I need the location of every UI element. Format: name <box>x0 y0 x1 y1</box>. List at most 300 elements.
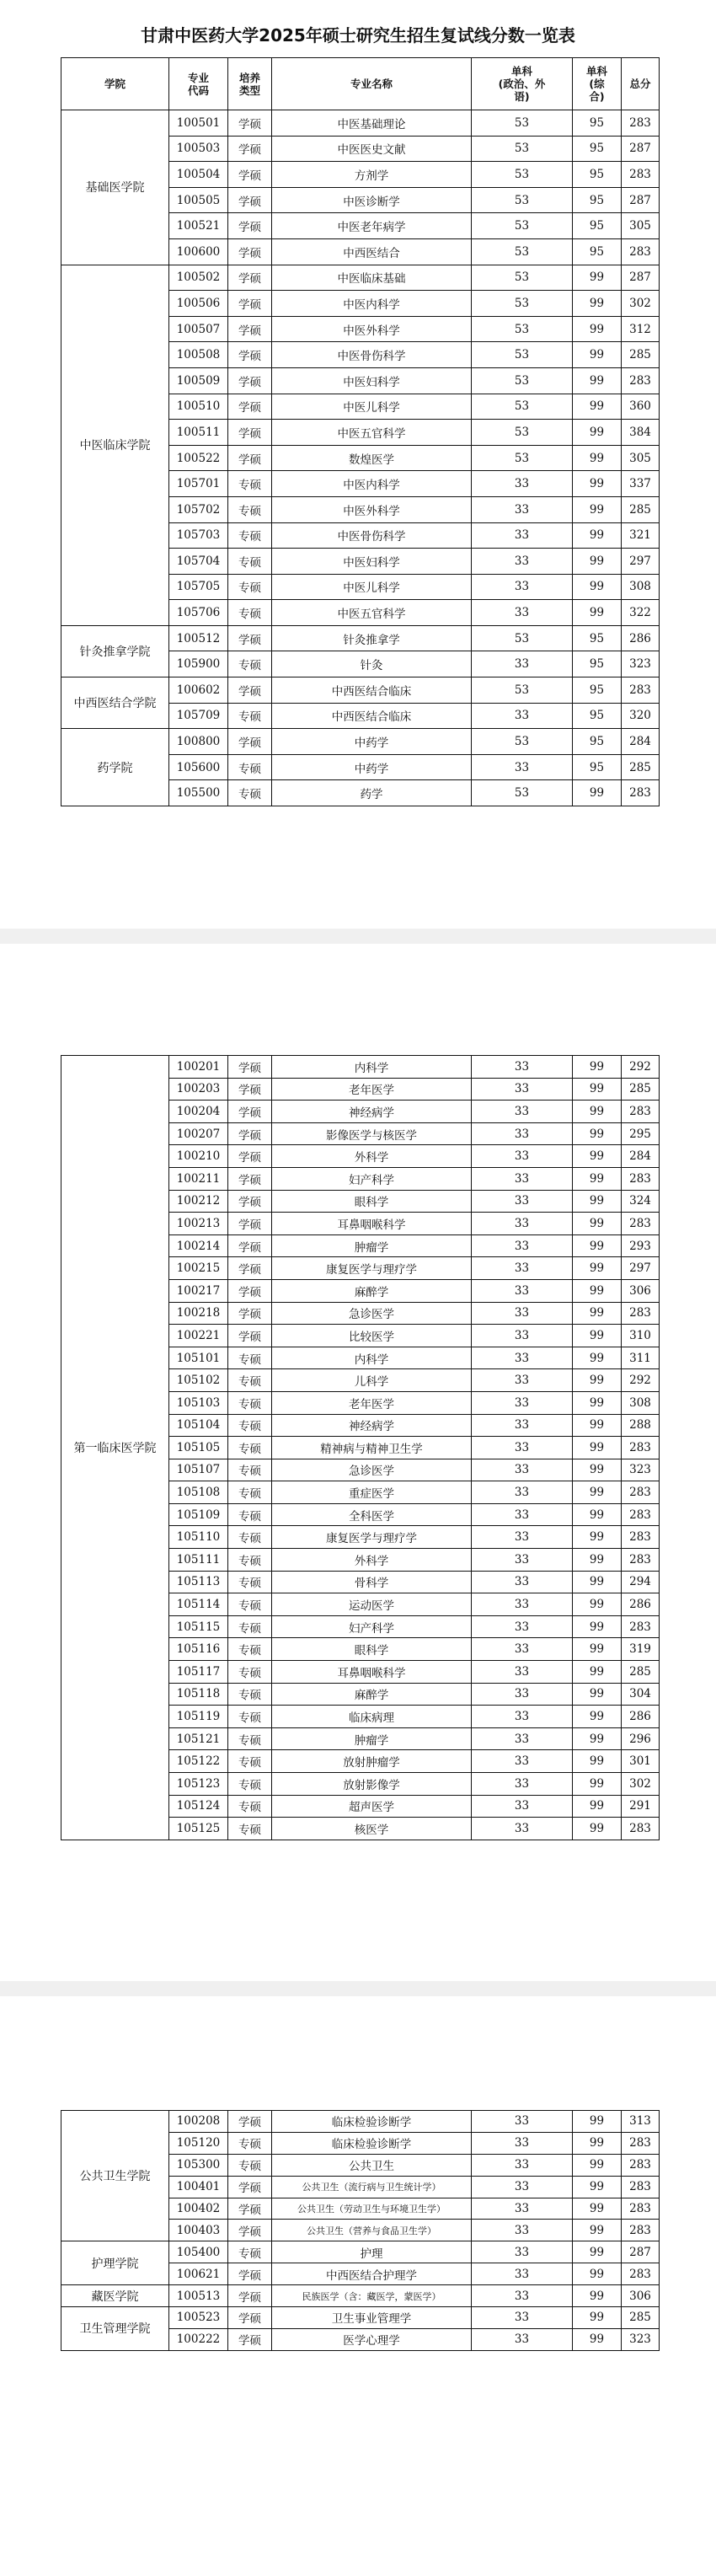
cell-major: 内科学 <box>272 1347 472 1369</box>
cell-major: 眼科学 <box>272 1638 472 1661</box>
cell-type: 专硕 <box>228 1503 272 1526</box>
cell-score-politics-language: 53 <box>472 677 573 704</box>
cell-major: 中药学 <box>272 729 472 755</box>
cell-major: 妇产科学 <box>272 1615 472 1638</box>
cell-major: 妇产科学 <box>272 1167 472 1190</box>
cell-code: 105102 <box>169 1369 228 1392</box>
cell-total: 285 <box>622 496 660 522</box>
cell-score-politics-language: 33 <box>472 1459 573 1481</box>
cell-type: 学硕 <box>228 1325 272 1347</box>
cell-total: 291 <box>622 1795 660 1818</box>
cell-score-politics-language: 53 <box>472 136 573 162</box>
cell-major: 全科医学 <box>272 1503 472 1526</box>
cell-code: 100204 <box>169 1101 228 1123</box>
cell-total: 297 <box>622 1257 660 1280</box>
cell-total: 313 <box>622 2111 660 2133</box>
cell-score-comprehensive: 99 <box>573 420 622 446</box>
cell-score-comprehensive: 99 <box>573 1347 622 1369</box>
cell-type: 专硕 <box>228 1773 272 1796</box>
cell-major: 麻醉学 <box>272 1683 472 1706</box>
cell-total: 321 <box>622 522 660 549</box>
cell-score-politics-language: 33 <box>472 1213 573 1235</box>
cell-score-politics-language: 33 <box>472 1750 573 1773</box>
cell-score-politics-language: 33 <box>472 522 573 549</box>
cell-type: 专硕 <box>228 1459 272 1481</box>
cell-total: 308 <box>622 1391 660 1414</box>
cell-score-politics-language: 33 <box>472 2111 573 2133</box>
cell-score-politics-language: 33 <box>472 1145 573 1168</box>
cell-score-comprehensive: 95 <box>573 754 622 780</box>
cell-code: 105105 <box>169 1437 228 1459</box>
cell-total: 285 <box>622 2307 660 2329</box>
cell-major: 中医内科学 <box>272 471 472 497</box>
cell-score-politics-language: 33 <box>472 2198 573 2220</box>
cell-total: 283 <box>622 110 660 137</box>
cell-type: 学硕 <box>228 291 272 317</box>
cell-type: 学硕 <box>228 1279 272 1302</box>
cell-code: 100511 <box>169 420 228 446</box>
cell-major: 临床检验诊断学 <box>272 2111 472 2133</box>
cell-total: 283 <box>622 1481 660 1504</box>
cell-code: 100502 <box>169 265 228 291</box>
cell-major: 中药学 <box>272 754 472 780</box>
cell-total: 323 <box>622 1459 660 1481</box>
cell-major: 中医骨伤科学 <box>272 522 472 549</box>
header-score-comprehensive: 单科 (综 合) <box>573 58 622 110</box>
cell-score-politics-language: 33 <box>472 574 573 600</box>
cell-score-comprehensive: 99 <box>573 2285 622 2307</box>
cell-score-politics-language: 33 <box>472 1661 573 1684</box>
cell-score-comprehensive: 99 <box>573 1481 622 1504</box>
cell-type: 学硕 <box>228 625 272 651</box>
cell-total: 283 <box>622 1213 660 1235</box>
cell-total: 284 <box>622 729 660 755</box>
cell-score-politics-language: 33 <box>472 1325 573 1347</box>
cell-score-comprehensive: 99 <box>573 574 622 600</box>
cell-type: 专硕 <box>228 1795 272 1818</box>
cell-total: 283 <box>622 1101 660 1123</box>
cell-major: 中医妇科学 <box>272 367 472 394</box>
cell-score-comprehensive: 99 <box>573 1167 622 1190</box>
cell-code: 100210 <box>169 1145 228 1168</box>
cell-type: 学硕 <box>228 110 272 137</box>
cell-score-comprehensive: 99 <box>573 367 622 394</box>
cell-total: 285 <box>622 342 660 368</box>
cell-total: 283 <box>622 1549 660 1572</box>
cell-total: 360 <box>622 394 660 420</box>
cell-code: 105125 <box>169 1818 228 1840</box>
cell-score-politics-language: 53 <box>472 367 573 394</box>
cell-type: 专硕 <box>228 1571 272 1593</box>
cell-major: 眼科学 <box>272 1190 472 1213</box>
cell-code: 105116 <box>169 1638 228 1661</box>
cell-code: 100523 <box>169 2307 228 2329</box>
cell-type: 学硕 <box>228 394 272 420</box>
cell-score-politics-language: 33 <box>472 2263 573 2285</box>
cell-score-politics-language: 33 <box>472 2241 573 2263</box>
cell-code: 105103 <box>169 1391 228 1414</box>
cell-code: 100211 <box>169 1167 228 1190</box>
header-total: 总分 <box>622 58 660 110</box>
cell-code: 105709 <box>169 703 228 729</box>
cell-score-comprehensive: 99 <box>573 2111 622 2133</box>
cell-type: 学硕 <box>228 445 272 471</box>
cell-major: 老年医学 <box>272 1391 472 1414</box>
cell-type: 专硕 <box>228 780 272 806</box>
cell-score-politics-language: 33 <box>472 754 573 780</box>
cell-major: 中西医结合临床 <box>272 677 472 704</box>
cell-score-politics-language: 53 <box>472 162 573 188</box>
cell-code: 100201 <box>169 1056 228 1079</box>
cell-type: 专硕 <box>228 1683 272 1706</box>
cell-total: 296 <box>622 1727 660 1750</box>
cell-score-politics-language: 33 <box>472 1302 573 1325</box>
cell-total: 283 <box>622 1526 660 1549</box>
cell-major: 中医医史文献 <box>272 136 472 162</box>
cell-code: 100212 <box>169 1190 228 1213</box>
cell-score-politics-language: 33 <box>472 1706 573 1728</box>
cell-type: 学硕 <box>228 2176 272 2198</box>
cell-score-politics-language: 33 <box>472 1571 573 1593</box>
cell-code: 105600 <box>169 754 228 780</box>
cell-score-comprehensive: 95 <box>573 238 622 265</box>
cell-score-politics-language: 33 <box>472 1257 573 1280</box>
cell-score-comprehensive: 99 <box>573 1234 622 1257</box>
cell-score-politics-language: 33 <box>472 1078 573 1101</box>
cell-type: 学硕 <box>228 1145 272 1168</box>
cell-score-comprehensive: 95 <box>573 677 622 704</box>
cell-total: 286 <box>622 1593 660 1616</box>
header-institute: 学院 <box>61 58 169 110</box>
cell-code: 105400 <box>169 2241 228 2263</box>
cell-major: 超声医学 <box>272 1795 472 1818</box>
cell-total: 285 <box>622 754 660 780</box>
cell-type: 学硕 <box>228 420 272 446</box>
cell-score-politics-language: 33 <box>472 1593 573 1616</box>
cell-type: 学硕 <box>228 1257 272 1280</box>
cell-type: 专硕 <box>228 1369 272 1392</box>
cell-score-comprehensive: 99 <box>573 1190 622 1213</box>
cell-score-politics-language: 53 <box>472 110 573 137</box>
cell-score-comprehensive: 99 <box>573 1145 622 1168</box>
cell-score-politics-language: 33 <box>472 2154 573 2176</box>
cell-score-comprehensive: 99 <box>573 1459 622 1481</box>
cell-major: 神经病学 <box>272 1101 472 1123</box>
cell-total: 311 <box>622 1347 660 1369</box>
cell-score-politics-language: 33 <box>472 2220 573 2241</box>
cell-score-comprehensive: 99 <box>573 2132 622 2154</box>
cell-total: 287 <box>622 187 660 213</box>
cell-score-comprehensive: 99 <box>573 1056 622 1079</box>
cell-score-comprehensive: 99 <box>573 2263 622 2285</box>
cell-type: 专硕 <box>228 1593 272 1616</box>
cell-score-comprehensive: 99 <box>573 600 622 626</box>
cell-major: 中医内科学 <box>272 291 472 317</box>
scores-table-part-2 <box>61 1055 660 1840</box>
cell-score-politics-language: 33 <box>472 1122 573 1145</box>
section-separator <box>0 929 716 944</box>
cell-total: 283 <box>622 162 660 188</box>
cell-total: 322 <box>622 600 660 626</box>
cell-major: 中西医结合临床 <box>272 703 472 729</box>
cell-score-politics-language: 33 <box>472 496 573 522</box>
cell-score-politics-language: 33 <box>472 1056 573 1079</box>
cell-score-politics-language: 33 <box>472 549 573 575</box>
cell-type: 专硕 <box>228 1481 272 1504</box>
cell-score-comprehensive: 99 <box>573 1122 622 1145</box>
cell-score-comprehensive: 99 <box>573 2154 622 2176</box>
cell-type: 专硕 <box>228 1549 272 1572</box>
cell-major: 儿科学 <box>272 1369 472 1392</box>
cell-total: 286 <box>622 625 660 651</box>
cell-type: 学硕 <box>228 316 272 342</box>
scores-table-part-3 <box>61 2110 660 2351</box>
cell-institute: 基础医学院 <box>61 110 169 265</box>
cell-code: 105900 <box>169 651 228 677</box>
cell-major: 中医老年病学 <box>272 213 472 239</box>
cell-institute: 护理学院 <box>61 2241 169 2285</box>
cell-score-politics-language: 33 <box>472 1347 573 1369</box>
cell-score-politics-language: 53 <box>472 265 573 291</box>
cell-code: 100800 <box>169 729 228 755</box>
cell-code: 100507 <box>169 316 228 342</box>
cell-major: 精神病与精神卫生学 <box>272 1437 472 1459</box>
cell-type: 专硕 <box>228 1661 272 1684</box>
cell-score-politics-language: 53 <box>472 445 573 471</box>
cell-major: 中医妇科学 <box>272 549 472 575</box>
cell-code: 105101 <box>169 1347 228 1369</box>
cell-score-politics-language: 53 <box>472 394 573 420</box>
cell-total: 302 <box>622 1773 660 1796</box>
cell-total: 292 <box>622 1369 660 1392</box>
cell-type: 专硕 <box>228 1638 272 1661</box>
cell-code: 100506 <box>169 291 228 317</box>
cell-major: 方剂学 <box>272 162 472 188</box>
cell-code: 100508 <box>169 342 228 368</box>
cell-major: 肿瘤学 <box>272 1234 472 1257</box>
cell-type: 学硕 <box>228 1078 272 1101</box>
cell-major: 中医基础理论 <box>272 110 472 137</box>
cell-score-comprehensive: 99 <box>573 1414 622 1437</box>
cell-total: 306 <box>622 1279 660 1302</box>
cell-score-comprehensive: 99 <box>573 1818 622 1840</box>
cell-code: 100207 <box>169 1122 228 1145</box>
cell-score-politics-language: 53 <box>472 291 573 317</box>
cell-major: 康复医学与理疗学 <box>272 1526 472 1549</box>
cell-total: 283 <box>622 780 660 806</box>
cell-code: 100509 <box>169 367 228 394</box>
cell-major: 老年医学 <box>272 1078 472 1101</box>
cell-score-comprehensive: 99 <box>573 2220 622 2241</box>
cell-major: 急诊医学 <box>272 1302 472 1325</box>
cell-major: 中医外科学 <box>272 316 472 342</box>
cell-total: 283 <box>622 2220 660 2241</box>
cell-score-comprehensive: 95 <box>573 703 622 729</box>
cell-institute: 中西医结合学院 <box>61 677 169 729</box>
header-score-politics-language: 单科 (政治、外 语) <box>472 58 573 110</box>
cell-score-comprehensive: 99 <box>573 1302 622 1325</box>
cell-score-comprehensive: 99 <box>573 1615 622 1638</box>
cell-score-politics-language: 33 <box>472 2328 573 2350</box>
cell-score-politics-language: 33 <box>472 600 573 626</box>
cell-score-comprehensive: 95 <box>573 213 622 239</box>
cell-score-comprehensive: 99 <box>573 1593 622 1616</box>
cell-score-comprehensive: 99 <box>573 1571 622 1593</box>
cell-type: 学硕 <box>228 238 272 265</box>
cell-code: 105300 <box>169 2154 228 2176</box>
cell-type: 专硕 <box>228 1750 272 1773</box>
cell-code: 105115 <box>169 1615 228 1638</box>
cell-institute: 第一临床医学院 <box>61 1056 169 1840</box>
cell-major: 内科学 <box>272 1056 472 1079</box>
cell-type: 学硕 <box>228 2285 272 2307</box>
cell-code: 105113 <box>169 1571 228 1593</box>
cell-total: 283 <box>622 1167 660 1190</box>
cell-code: 105123 <box>169 1773 228 1796</box>
cell-code: 100401 <box>169 2176 228 2198</box>
cell-score-comprehensive: 95 <box>573 110 622 137</box>
cell-major: 中医骨伤科学 <box>272 342 472 368</box>
cell-type: 学硕 <box>228 1167 272 1190</box>
cell-total: 284 <box>622 1145 660 1168</box>
cell-score-comprehensive: 99 <box>573 1101 622 1123</box>
cell-score-comprehensive: 99 <box>573 1279 622 1302</box>
cell-score-comprehensive: 99 <box>573 291 622 317</box>
cell-score-politics-language: 33 <box>472 1615 573 1638</box>
cell-total: 283 <box>622 2198 660 2220</box>
cell-major: 中西医结合护理学 <box>272 2263 472 2285</box>
cell-major: 放射影像学 <box>272 1773 472 1796</box>
cell-score-politics-language: 33 <box>472 1414 573 1437</box>
cell-score-comprehensive: 99 <box>573 1706 622 1728</box>
cell-score-politics-language: 33 <box>472 1101 573 1123</box>
cell-type: 专硕 <box>228 1437 272 1459</box>
cell-total: 283 <box>622 1818 660 1840</box>
table-row <box>61 110 660 137</box>
cell-type: 专硕 <box>228 1818 272 1840</box>
cell-code: 100222 <box>169 2328 228 2350</box>
cell-major: 肿瘤学 <box>272 1727 472 1750</box>
cell-major: 比较医学 <box>272 1325 472 1347</box>
cell-major: 卫生事业管理学 <box>272 2307 472 2329</box>
cell-score-comprehensive: 99 <box>573 1526 622 1549</box>
cell-score-comprehensive: 99 <box>573 2198 622 2220</box>
cell-score-politics-language: 33 <box>472 1638 573 1661</box>
cell-total: 283 <box>622 677 660 704</box>
cell-major: 麻醉学 <box>272 1279 472 1302</box>
cell-type: 专硕 <box>228 651 272 677</box>
cell-score-comprehensive: 99 <box>573 316 622 342</box>
cell-total: 320 <box>622 703 660 729</box>
cell-type: 学硕 <box>228 2328 272 2350</box>
cell-score-comprehensive: 99 <box>573 1078 622 1101</box>
cell-major: 针灸 <box>272 651 472 677</box>
cell-score-politics-language: 33 <box>472 1190 573 1213</box>
cell-code: 105107 <box>169 1459 228 1481</box>
cell-type: 专硕 <box>228 703 272 729</box>
cell-total: 319 <box>622 1638 660 1661</box>
cell-score-politics-language: 33 <box>472 1795 573 1818</box>
cell-total: 295 <box>622 1122 660 1145</box>
cell-code: 100403 <box>169 2220 228 2241</box>
cell-code: 105118 <box>169 1683 228 1706</box>
cell-code: 100208 <box>169 2111 228 2133</box>
cell-score-politics-language: 33 <box>472 1727 573 1750</box>
cell-score-politics-language: 33 <box>472 1503 573 1526</box>
cell-type: 专硕 <box>228 1347 272 1369</box>
cell-major: 公共卫生（流行病与卫生统计学） <box>272 2176 472 2198</box>
cell-total: 283 <box>622 2176 660 2198</box>
cell-major: 外科学 <box>272 1145 472 1168</box>
cell-score-politics-language: 33 <box>472 1391 573 1414</box>
cell-type: 专硕 <box>228 1414 272 1437</box>
cell-score-politics-language: 53 <box>472 316 573 342</box>
cell-score-comprehensive: 99 <box>573 2307 622 2329</box>
cell-major: 中医诊断学 <box>272 187 472 213</box>
cell-type: 学硕 <box>228 2220 272 2241</box>
cell-total: 283 <box>622 2132 660 2154</box>
cell-major: 中西医结合 <box>272 238 472 265</box>
cell-total: 301 <box>622 1750 660 1773</box>
cell-code: 100510 <box>169 394 228 420</box>
cell-major: 中医儿科学 <box>272 394 472 420</box>
cell-institute: 药学院 <box>61 729 169 806</box>
cell-institute: 藏医学院 <box>61 2285 169 2307</box>
page-title: 甘肃中医药大学2025年硕士研究生招生复试线分数一览表 <box>141 25 575 46</box>
cell-major: 公共卫生 <box>272 2154 472 2176</box>
cell-major: 重症医学 <box>272 1481 472 1504</box>
cell-type: 学硕 <box>228 1101 272 1123</box>
cell-code: 105109 <box>169 1503 228 1526</box>
cell-code: 100214 <box>169 1234 228 1257</box>
cell-score-comprehensive: 95 <box>573 625 622 651</box>
cell-code: 105104 <box>169 1414 228 1437</box>
cell-code: 105500 <box>169 780 228 806</box>
cell-institute: 公共卫生学院 <box>61 2111 169 2241</box>
cell-total: 283 <box>622 238 660 265</box>
cell-type: 学硕 <box>228 162 272 188</box>
cell-total: 292 <box>622 1056 660 1079</box>
cell-type: 学硕 <box>228 677 272 704</box>
cell-major: 外科学 <box>272 1549 472 1572</box>
cell-score-politics-language: 53 <box>472 625 573 651</box>
cell-score-comprehensive: 99 <box>573 1683 622 1706</box>
cell-score-comprehensive: 99 <box>573 1661 622 1684</box>
cell-type: 学硕 <box>228 213 272 239</box>
cell-major: 运动医学 <box>272 1593 472 1616</box>
cell-type: 学硕 <box>228 1122 272 1145</box>
cell-major: 中医五官科学 <box>272 600 472 626</box>
cell-code: 105705 <box>169 574 228 600</box>
cell-total: 305 <box>622 213 660 239</box>
cell-code: 100522 <box>169 445 228 471</box>
cell-total: 283 <box>622 1615 660 1638</box>
table-row <box>61 729 660 755</box>
cell-score-comprehensive: 99 <box>573 2241 622 2263</box>
cell-type: 专硕 <box>228 1727 272 1750</box>
cell-score-politics-language: 33 <box>472 1481 573 1504</box>
cell-score-comprehensive: 99 <box>573 342 622 368</box>
cell-type: 学硕 <box>228 1302 272 1325</box>
cell-major: 中医临床基础 <box>272 265 472 291</box>
cell-score-comprehensive: 99 <box>573 780 622 806</box>
cell-type: 学硕 <box>228 1190 272 1213</box>
cell-type: 学硕 <box>228 2198 272 2220</box>
cell-code: 105117 <box>169 1661 228 1684</box>
cell-type: 专硕 <box>228 522 272 549</box>
cell-institute: 中医临床学院 <box>61 265 169 625</box>
cell-score-politics-language: 33 <box>472 471 573 497</box>
